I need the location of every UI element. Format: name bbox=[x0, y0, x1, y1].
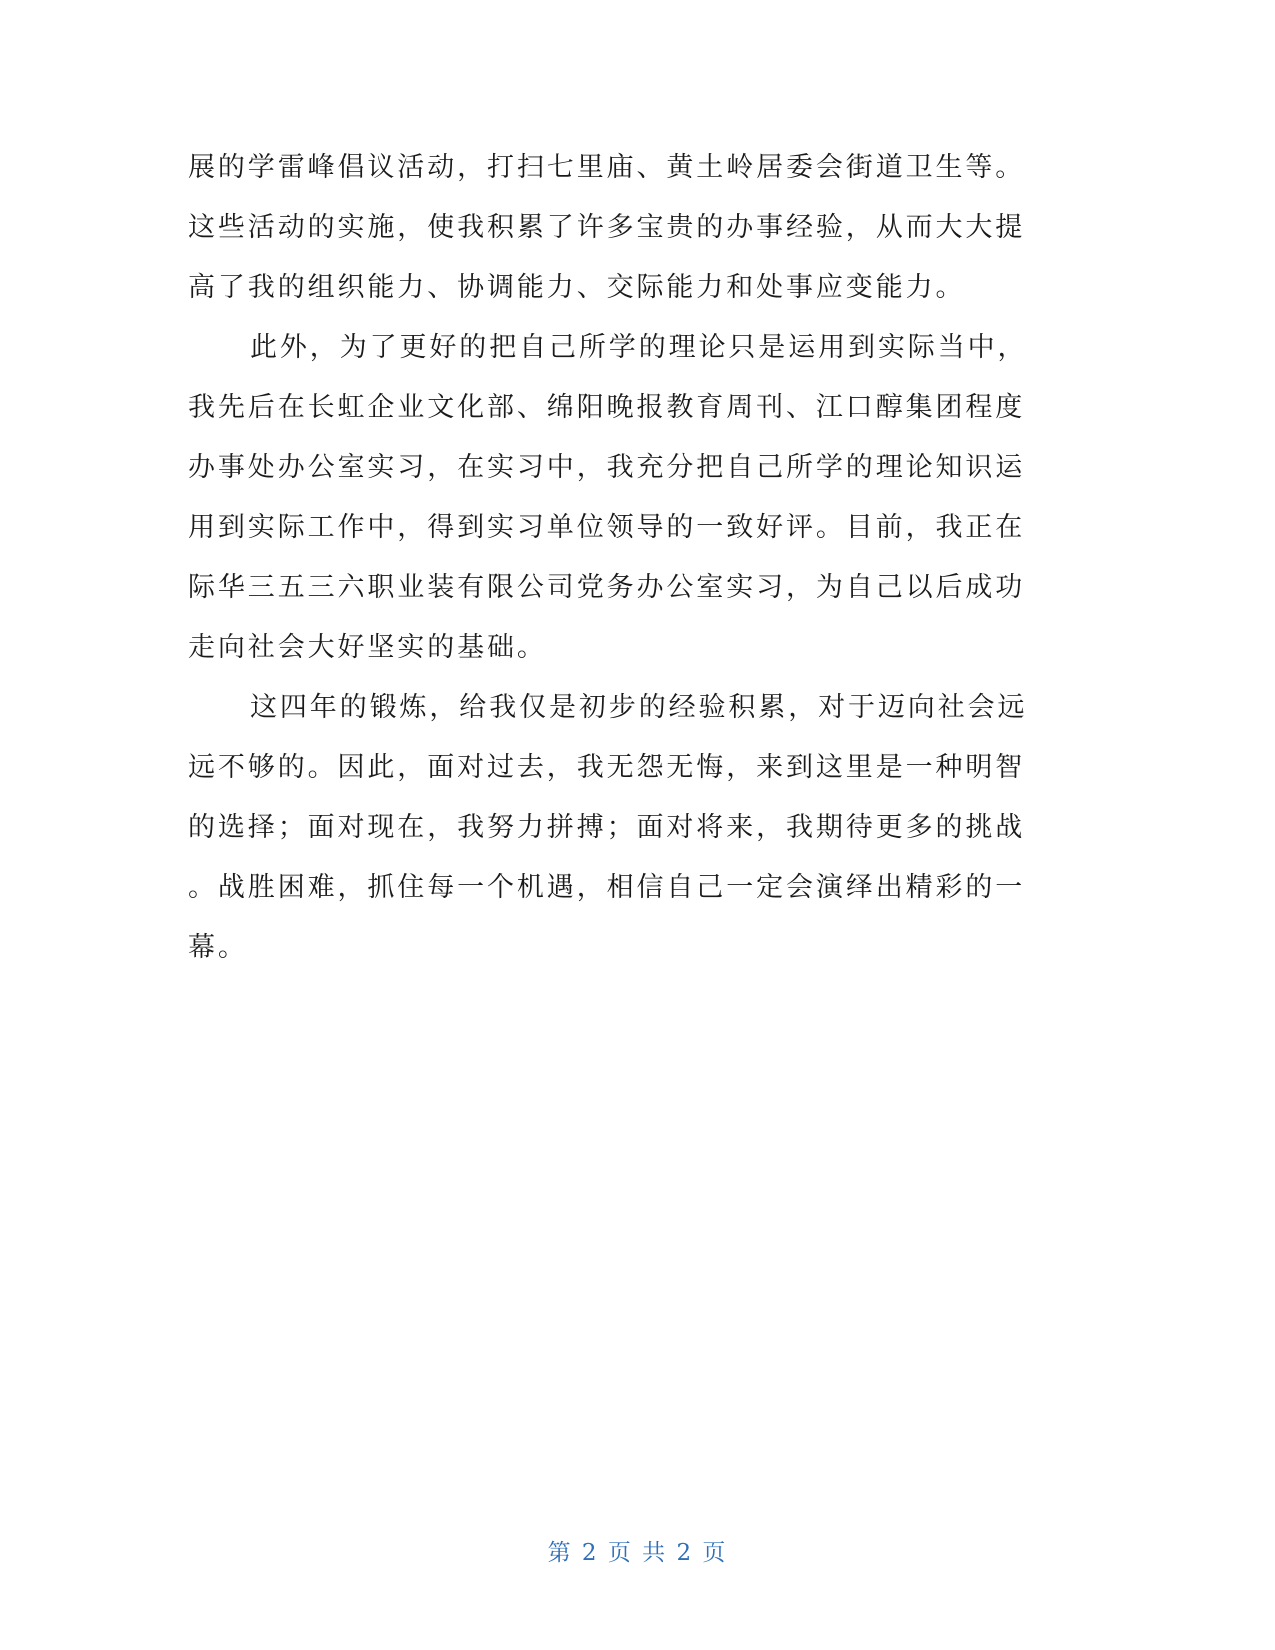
text-line: 幕。 bbox=[188, 932, 248, 963]
text-line: 用到实际工作中，得到实习单位领导的一致好评。目前，我正在 bbox=[188, 512, 1026, 543]
paragraph bbox=[188, 318, 1058, 678]
text-line: 。战胜困难，抓住每一个机遇，相信自己一定会演绎出精彩的一 bbox=[188, 872, 1026, 903]
text-line: 展的学雷峰倡议活动，打扫七里庙、黄土岭居委会街道卫生等。 bbox=[188, 152, 1026, 183]
text-line: 我先后在长虹企业文化部、绵阳晚报教育周刊、江口醇集团程度 bbox=[188, 392, 1026, 423]
text-line: 走向社会大好坚实的基础。 bbox=[188, 632, 547, 663]
text-line: 高了我的组织能力、协调能力、交际能力和处事应变能力。 bbox=[188, 272, 966, 303]
text-line: 这四年的锻炼，给我仅是初步的经验积累，对于迈向社会远 bbox=[250, 692, 1028, 723]
text-line: 远不够的。因此，面对过去，我无怨无悔，来到这里是一种明智 bbox=[188, 752, 1026, 783]
text-line: 此外，为了更好的把自己所学的理论只是运用到实际当中， bbox=[250, 332, 1028, 363]
text-line: 这些活动的实施，使我积累了许多宝贵的办事经验，从而大大提 bbox=[188, 212, 1026, 243]
text-line: 的选择；面对现在，我努力拼搏；面对将来，我期待更多的挑战 bbox=[188, 812, 1026, 843]
paragraph bbox=[188, 138, 1058, 318]
text-line: 际华三五三六职业装有限公司党务办公室实习，为自己以后成功 bbox=[188, 572, 1026, 603]
body-text bbox=[188, 138, 1058, 978]
text-line: 办事处办公室实习，在实习中，我充分把自己所学的理论知识运 bbox=[188, 452, 1026, 483]
paragraph bbox=[188, 678, 1058, 978]
page-footer: 第 2 页 共 2 页 bbox=[547, 1540, 728, 1566]
